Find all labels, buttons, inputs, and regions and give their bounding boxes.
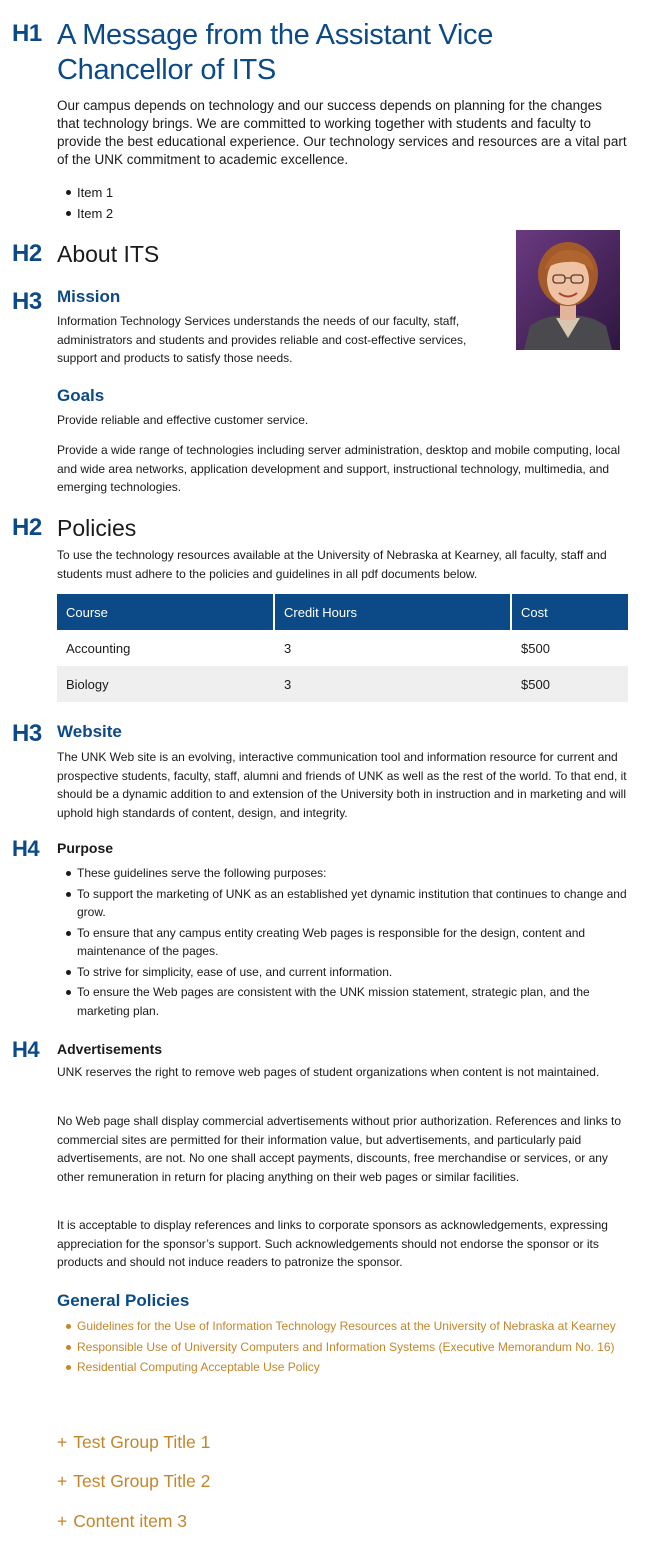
policies-heading-block	[57, 514, 628, 542]
goals-paragraph-1: Provide reliable and effective customer service.	[57, 413, 309, 427]
plus-icon: +	[57, 1511, 68, 1531]
list-item: To support the marketing of UNK as an established yet dynamic institution that continues to change and grow.	[77, 885, 628, 922]
about-heading-block	[57, 240, 628, 268]
website-heading: Website	[57, 722, 122, 741]
intro-list-block	[57, 182, 628, 224]
policies-text-block	[57, 546, 628, 583]
goals-p1-block	[57, 411, 628, 430]
ads-p1-block	[57, 1063, 628, 1082]
list-item: To strive for simplicity, ease of use, and current information.	[77, 963, 628, 982]
h3-tag-website: H3	[12, 720, 42, 747]
accordion-item-3[interactable]	[57, 1510, 628, 1532]
mission-heading-block	[57, 286, 628, 308]
column-header-course: Course	[57, 594, 275, 630]
h4-tag-ads: H4	[12, 1037, 40, 1062]
intro-block	[57, 97, 628, 169]
h1-tag: H1	[12, 20, 42, 47]
accordion-title: Test Group Title 2	[73, 1471, 211, 1491]
list-item: To ensure the Web pages are consistent with the UNK mission statement, strategic plan, and the marketing plan.	[77, 983, 628, 1020]
column-header-credit-hours: Credit Hours	[275, 594, 512, 630]
ads-paragraph-1: UNK reserves the right to remove web pages of student organizations when content is not maintained.	[57, 1065, 600, 1079]
table-row	[57, 666, 628, 702]
list-item: To ensure that any campus entity creating Web pages is responsible for the design, content and maintenance of the pages.	[77, 924, 628, 961]
general-heading-block	[57, 1290, 628, 1312]
course-table-block	[57, 594, 628, 702]
general-policies-heading: General Policies	[57, 1291, 190, 1310]
list-item: Item 2	[77, 203, 628, 224]
ads-heading-block	[57, 1040, 628, 1058]
intro-list	[57, 182, 628, 224]
plus-icon: +	[57, 1432, 68, 1452]
page-title-block	[57, 18, 557, 88]
plus-icon: +	[57, 1471, 68, 1491]
intro-paragraph: Our campus depends on technology and our success depends on planning for the changes that technology brings. We are committed to working together with students and faculty to provide the best educational experience. Our technology services and resources are a vital part of the UNK commitment to academic excellence.	[57, 98, 627, 167]
mission-text-block	[57, 312, 502, 368]
policy-link-guidelines[interactable]: Guidelines for the Use of Information Technology Resources at the University of Nebraska at Kearney	[77, 1317, 628, 1336]
list-item: These guidelines serve the following purposes:	[77, 864, 628, 883]
purpose-heading-block	[57, 839, 628, 857]
mission-heading: Mission	[57, 287, 121, 306]
website-text: The UNK Web site is an evolving, interactive communication tool and information resource for current and prospective students, faculty, staff, alumni and friends of UNK as well as the rest of the world. To that end, it should be a dynamic addition to and extension of the University both in instruction and in marketing and will uphold high standards of content, design, and integrity.	[57, 750, 627, 820]
column-header-cost: Cost	[512, 594, 628, 630]
table-cell: $500	[512, 666, 628, 702]
course-table	[57, 594, 628, 702]
table-cell: $500	[521, 640, 550, 656]
policy-link-residential[interactable]: Residential Computing Acceptable Use Policy	[77, 1358, 628, 1377]
table-row	[57, 630, 628, 666]
goals-heading: Goals	[57, 386, 105, 405]
mission-text: Information Technology Services understands the needs of our faculty, staff, administrators and students and provides reliable and cost-effective services, support and products to satisfy those needs.	[57, 314, 467, 365]
ads-p2-block	[57, 1112, 628, 1186]
website-heading-block	[57, 721, 628, 743]
purpose-list-block	[57, 864, 628, 1022]
purpose-list	[57, 864, 628, 1020]
general-policies-list	[57, 1317, 628, 1377]
website-text-block	[57, 748, 628, 822]
ads-p3-block	[57, 1216, 628, 1272]
ads-paragraph-3: It is acceptable to display references and links to corporate sponsors as acknowledgements, expressing appreciation for the sponsor’s support. Such acknowledgements should not endorse the sponsor or its products and should not induce readers to patronize the sponsor.	[57, 1218, 608, 1269]
h4-tag-purpose: H4	[12, 836, 40, 861]
goals-paragraph-2: Provide a wide range of technologies including server administration, desktop and mobile computing, local and wide area networks, application development and support, instructional technology, multimedia, and emerging technologies.	[57, 443, 620, 494]
h2-tag-about: H2	[12, 240, 42, 267]
table-cell: 3	[284, 640, 292, 656]
accordion-item-2[interactable]	[57, 1470, 628, 1492]
accordion-title: Content item 3	[73, 1511, 188, 1531]
policies-text: To use the technology resources available at the University of Nebraska at Kearney, all faculty, staff and students must adhere to the policies and guidelines in all pdf documents below.	[57, 548, 607, 581]
table-header-row	[57, 594, 628, 630]
goals-p2-block	[57, 441, 628, 497]
goals-heading-block	[57, 385, 628, 407]
policies-heading: Policies	[57, 515, 137, 541]
page-title: A Message from the Assistant Vice Chancellor of ITS	[57, 19, 494, 86]
h2-tag-policies: H2	[12, 514, 42, 541]
ads-heading: Advertisements	[57, 1041, 163, 1057]
table-cell: 3	[275, 666, 512, 702]
ads-paragraph-2: No Web page shall display commercial advertisements without prior authorization. References and links to commercial sites are permitted for their information value, but advertisements, and particularly paid advertisements, are not. No one shall accept payments, discounts, free merchandise or services, or any other remuneration in return for placing anything on their web pages or similar facilities.	[57, 1114, 622, 1184]
policy-link-responsible-use[interactable]: Responsible Use of University Computers and Information Systems (Executive Memorandum No. 16)	[77, 1338, 628, 1357]
purpose-heading: Purpose	[57, 840, 114, 856]
accordion-title: Test Group Title 1	[73, 1432, 211, 1452]
table-cell: Accounting	[66, 640, 131, 656]
general-links-block	[57, 1317, 628, 1379]
list-item: Item 1	[77, 182, 628, 203]
h3-tag-mission: H3	[12, 288, 42, 315]
about-heading: About ITS	[57, 241, 160, 267]
accordion-item-1[interactable]	[57, 1431, 628, 1453]
table-cell: Biology	[57, 666, 275, 702]
